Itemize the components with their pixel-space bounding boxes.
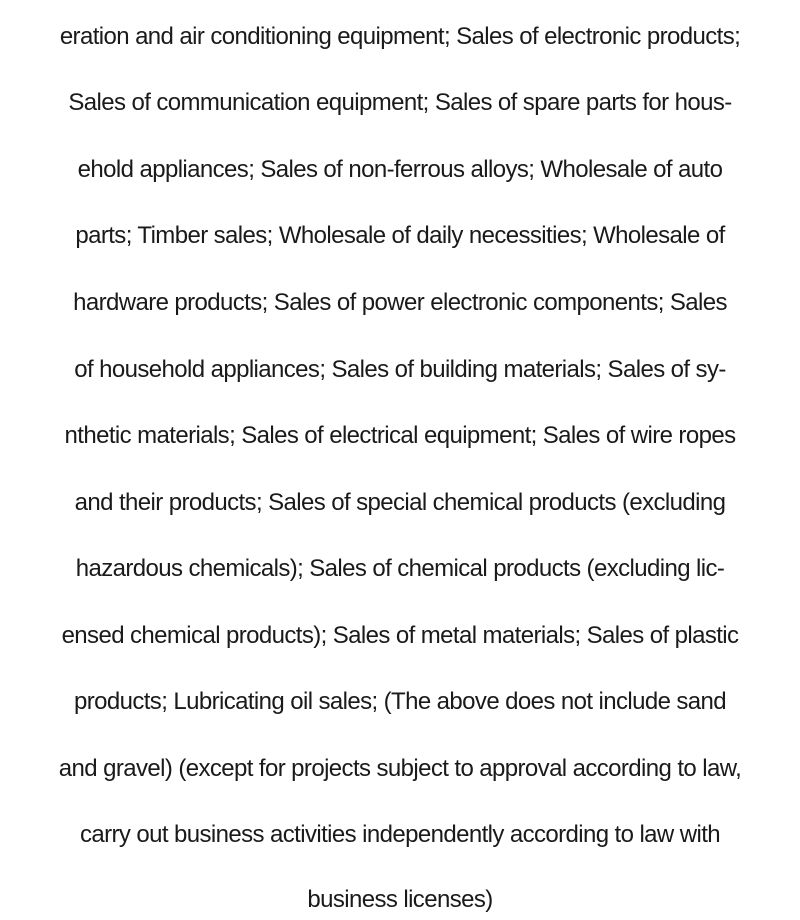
text-line: Sales of communication equipment; Sales of spare parts for hous- <box>68 89 732 116</box>
text-line: and gravel) (except for projects subject to approval according to law, <box>58 755 742 782</box>
text-line: and their products; Sales of special chemical products (excluding <box>74 489 726 516</box>
text-line: nthetic materials; Sales of electrical equipment; Sales of wire ropes <box>64 422 736 449</box>
text-line: hazardous chemicals); Sales of chemical products (excluding lic- <box>75 555 725 582</box>
text-line: hardware products; Sales of power electronic components; Sales <box>73 289 727 316</box>
text-line: business licenses) <box>307 886 493 913</box>
text-line: ensed chemical products); Sales of metal materials; Sales of plastic <box>61 622 739 649</box>
text-line: ehold appliances; Sales of non-ferrous alloys; Wholesale of auto <box>77 156 723 183</box>
text-line: carry out business activities independently according to law with <box>79 821 721 848</box>
text-line: products; Lubricating oil sales; (The above does not include sand <box>73 688 727 715</box>
text-line: parts; Timber sales; Wholesale of daily necessities; Wholesale of <box>75 222 725 249</box>
text-line: eration and air conditioning equipment; Sales of electronic products; <box>59 23 741 50</box>
text-line: of household appliances; Sales of building materials; Sales of sy- <box>74 356 726 383</box>
